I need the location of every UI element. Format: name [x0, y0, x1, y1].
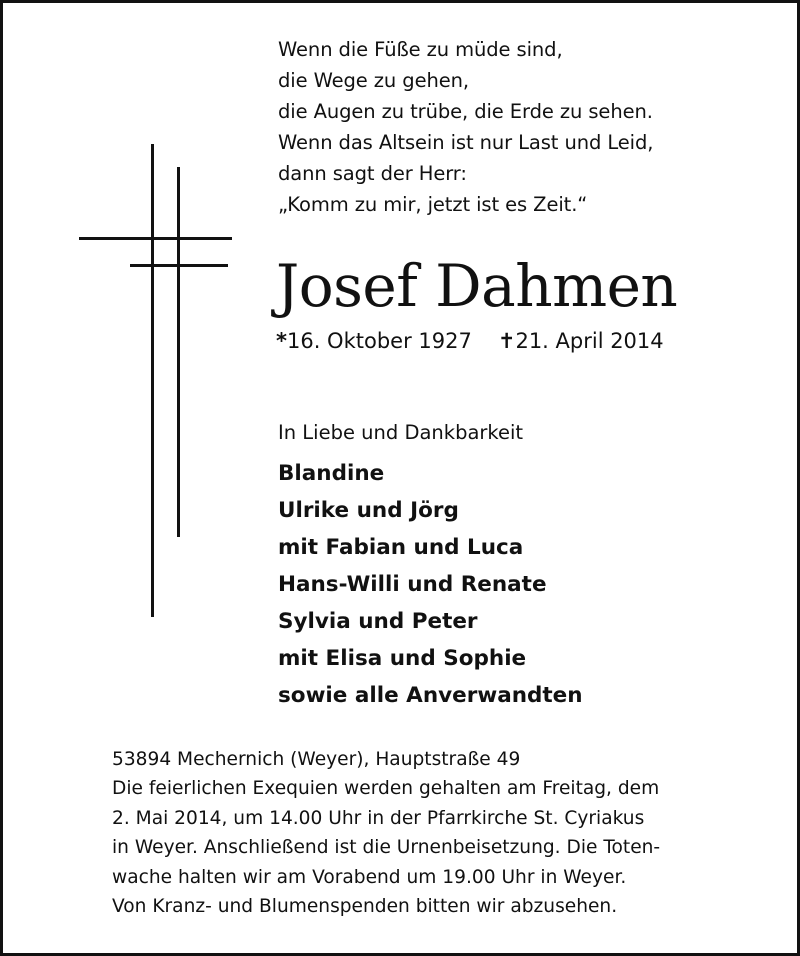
death-date: 21. April 2014	[515, 329, 664, 353]
poem-line: dann sagt der Herr:	[278, 162, 467, 185]
address: 53894 Mechernich (Weyer), Hauptstraße 49	[112, 749, 521, 770]
mourner-line: Sylvia und Peter	[278, 609, 478, 634]
poem-line: Wenn das Altsein ist nur Last und Leid,	[278, 131, 654, 154]
notice-line: 2. Mai 2014, um 14.00 Uhr in der Pfarrkirche St. Cyriakus	[112, 807, 645, 829]
death-cross-icon: ✝	[497, 329, 516, 353]
mourner-line: mit Elisa und Sophie	[278, 646, 527, 671]
cross-horizontal-upper	[79, 237, 232, 240]
poem-line: Wenn die Füße zu müde sind,	[278, 38, 563, 61]
mourner-line: sowie alle Anverwandten	[278, 683, 583, 708]
birth-star-icon: *	[276, 329, 287, 353]
mourner-line: mit Fabian und Luca	[278, 535, 524, 560]
deceased-name: Josef Dahmen	[276, 252, 678, 320]
mourner-line: Ulrike und Jörg	[278, 498, 459, 523]
cross-vertical-short	[177, 167, 180, 537]
poem-line: die Augen zu trübe, die Erde zu sehen.	[278, 100, 653, 123]
notice-line: Die feierlichen Exequien werden gehalten am Freitag, dem	[112, 778, 660, 800]
cross-horizontal-lower	[130, 264, 228, 267]
mourner-line: Hans-Willi und Renate	[278, 572, 547, 597]
mourners-list	[278, 455, 583, 714]
cross-vertical-long	[151, 144, 154, 617]
funeral-notice	[112, 745, 752, 921]
life-dates	[276, 324, 664, 358]
notice-line: in Weyer. Anschließend ist die Urnenbeisetzung. Die Toten-	[112, 837, 661, 859]
mourners-intro: In Liebe und Dankbarkeit	[278, 421, 524, 444]
poem-line: die Wege zu gehen,	[278, 69, 469, 92]
notice-line: Von Kranz- und Blumenspenden bitten wir abzusehen.	[112, 896, 618, 918]
mourner-line: Blandine	[278, 461, 385, 486]
poem-line: „Komm zu mir, jetzt ist es Zeit.“	[278, 193, 588, 216]
poem	[278, 34, 778, 220]
birth-date: 16. Oktober 1927	[286, 329, 472, 353]
notice-line: wache halten wir am Vorabend um 19.00 Uhr in Weyer.	[112, 866, 627, 888]
